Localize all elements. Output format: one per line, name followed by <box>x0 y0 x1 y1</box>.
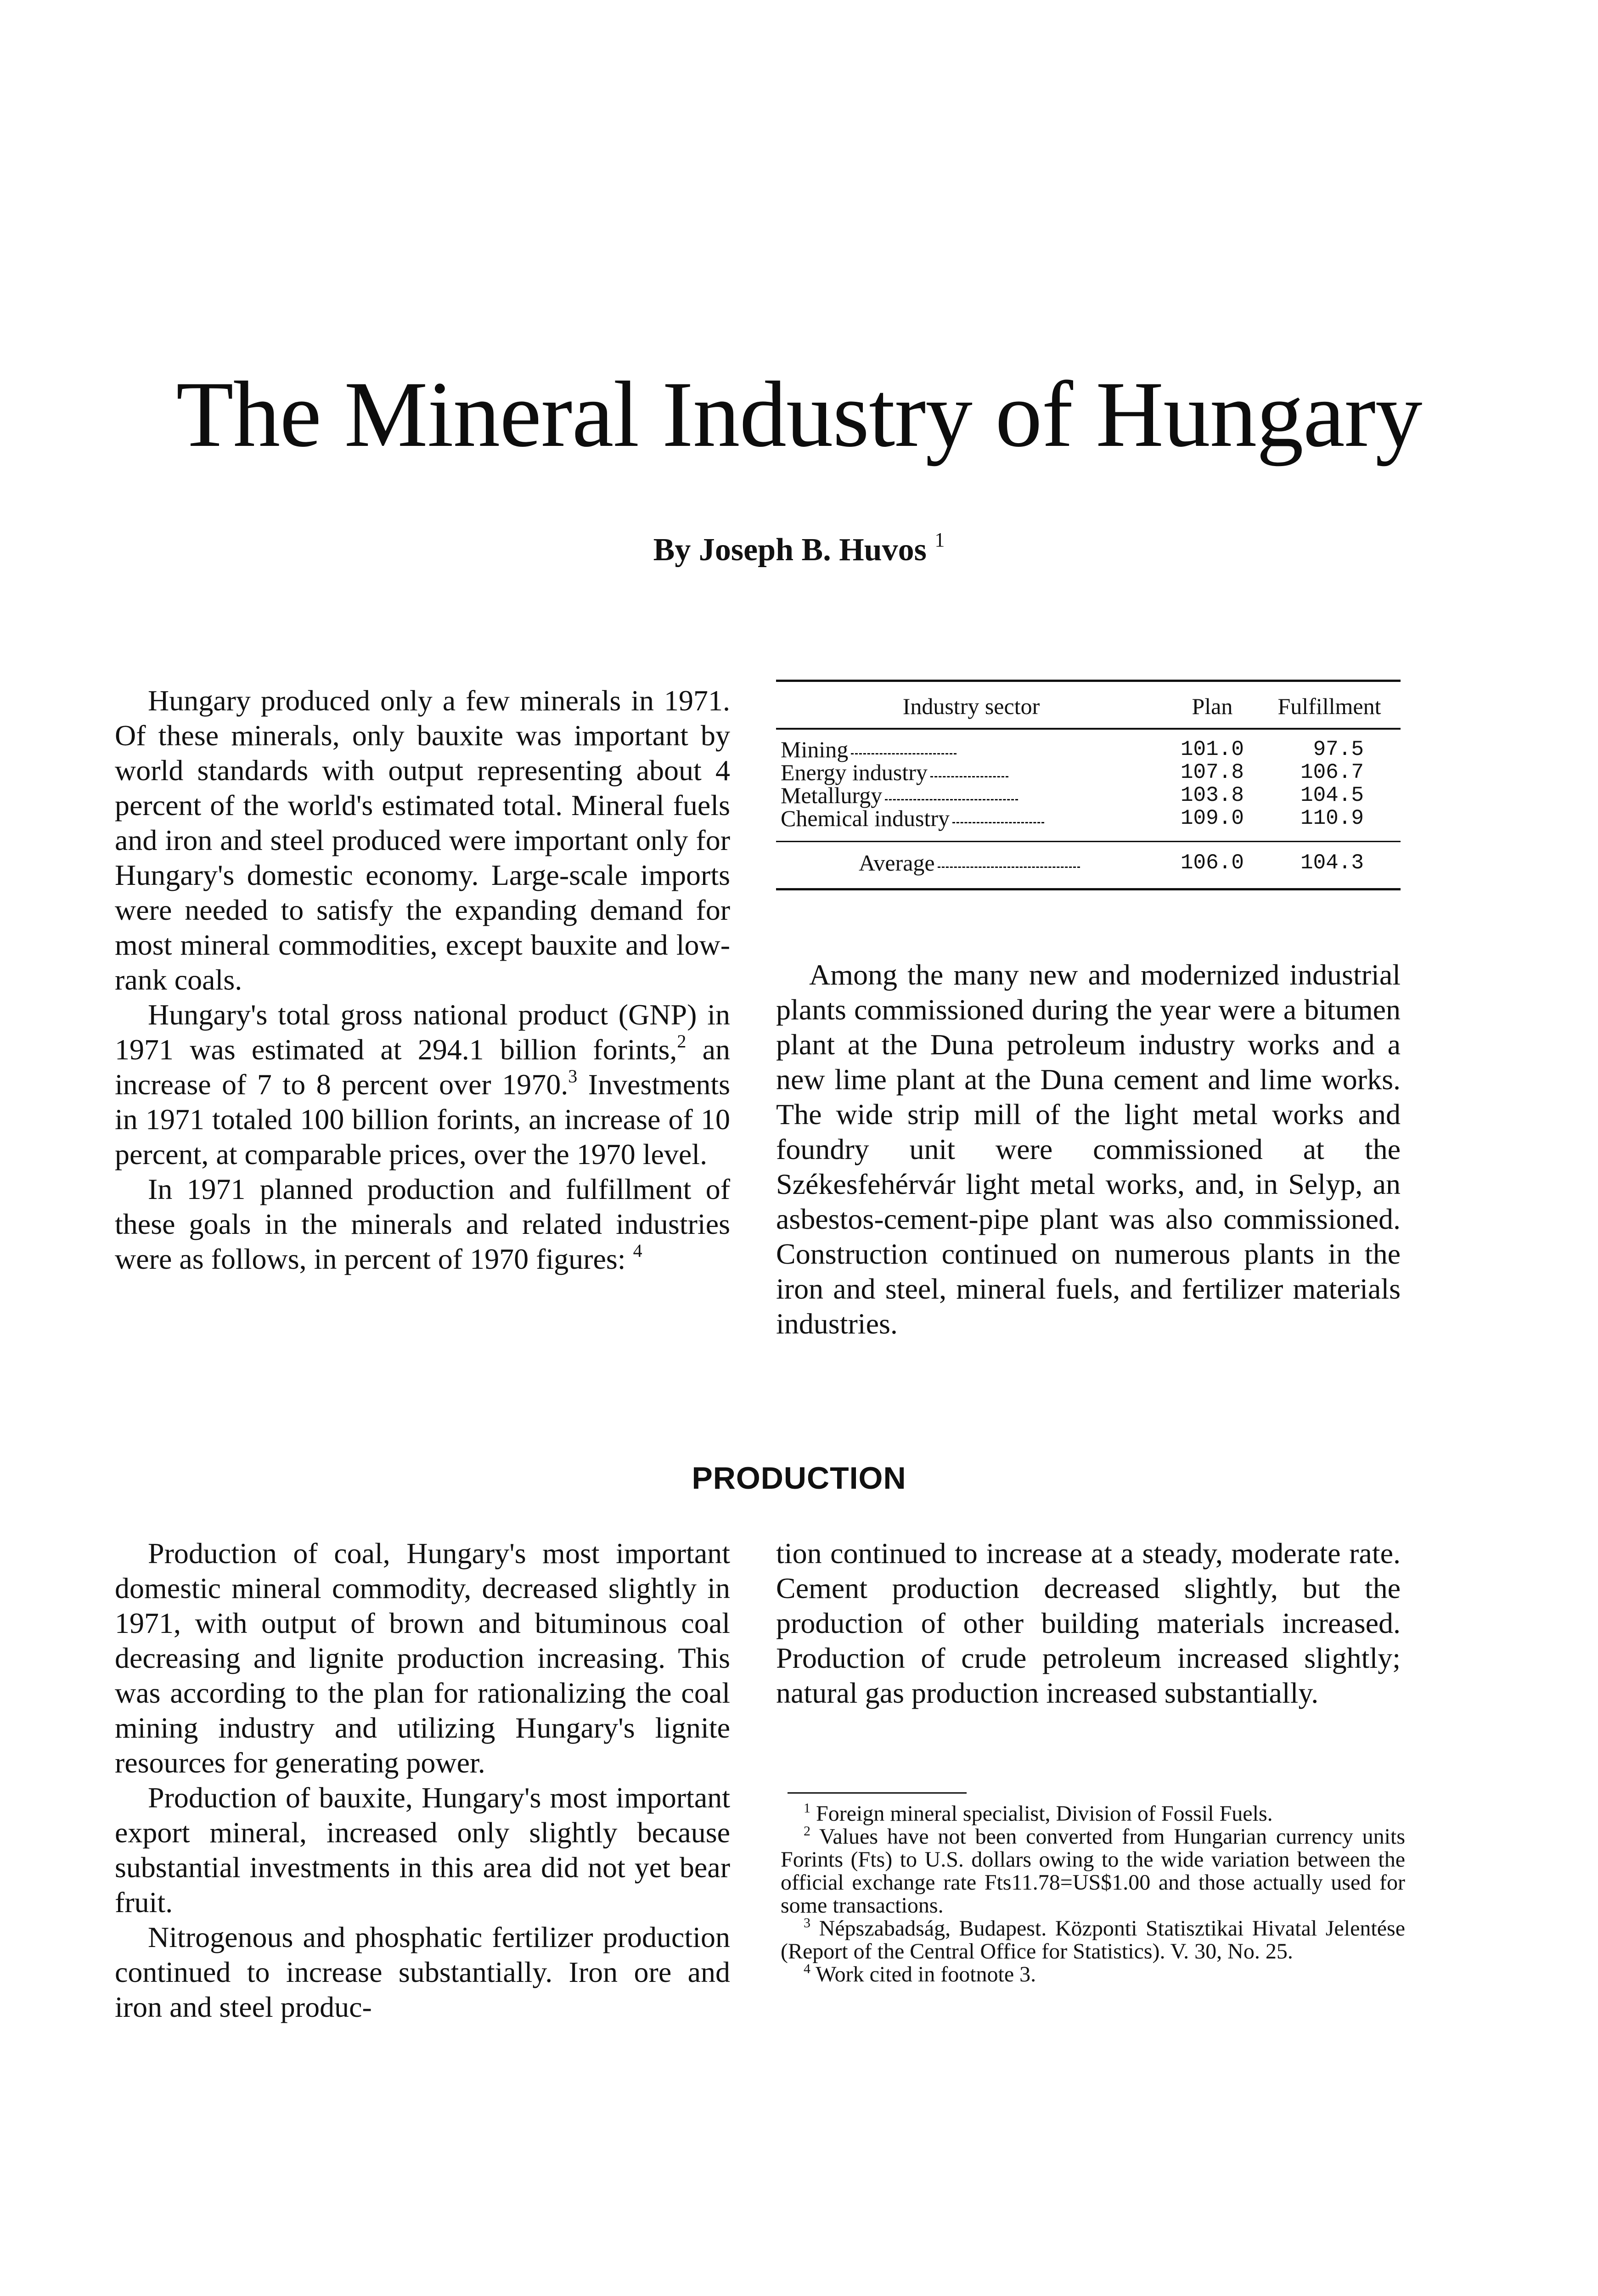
table-row <box>776 807 1401 842</box>
header-plan: Plan <box>1166 681 1258 729</box>
coal-paragraph: Production of coal, Hungary's most important domestic mineral commodity, decreased slightly in 1971, with output of brown and bituminous coal decreasing and lignite production increasing. This was according to the plan for rationalizing the coal mining industry and utilizing Hungary's lignite resources for generating power. <box>115 1537 730 1779</box>
bauxite-paragraph: Production of bauxite, Hungary's most important export mineral, increased only slightly because substantial investments in this area did not yet bear fruit. <box>115 1781 730 1919</box>
intro-paragraph: Hungary produced only a few minerals in 1971. Of these minerals, only bauxite was important by world standards with output representing about 4 percent of the world's estimated total. Mineral fuels and iron and steel produced were important only for Hungary's domestic economy. Large-scale imports were needed to satisfy the expanding demand for most mineral commodities, except bauxite and low-rank coals. <box>115 684 730 996</box>
footnote: $^1$ Foreign mineral specialist, Division of Fossil Fuels. <box>804 1801 1273 1826</box>
plants-paragraph: Among the many new and modernized industrial plants commissioned during the year were a bitumen plant at the Duna petroleum industry works and a new lime plant at the Duna cement and lime works. The wide strip mill of the light metal works and foundry unit were commissioned at the Székesfehérvár light metal works, and, in Selyp, an asbestos-cement-pipe plant was also commissioned. Construction continued on numerous plants in the iron and steel, mineral fuels, and fertilizer materials industries. <box>776 958 1401 1340</box>
table-header-row <box>776 681 1401 729</box>
footnote: $^2$ Values have not been converted from Hungarian currency units Forints (Fts) to U.S. dollars owing to the wide variation between the official exchange rate Fts11.78=US$1.00 and those actually used for some transactions. <box>781 1823 1406 1918</box>
average-fulfillment: 104.3 <box>1258 842 1401 889</box>
table-row <box>776 784 1401 807</box>
byline <box>0 528 1598 568</box>
footnote-ref: 2 <box>677 1031 686 1052</box>
gnp-paragraph: Hungary's total gross national product (GNP) in 1971 was estimated at 294.1 billion forints,$^2$ an increase of 7 to 8 percent over 1970.$^3$ Investments in 1971 totaled 100 billion forints, an increase of 10 percent, at comparable prices, over the 1970 level. <box>115 998 731 1171</box>
table-row <box>776 729 1401 761</box>
production-column-right <box>776 1536 1401 1711</box>
footnote-ref: 4 <box>633 1240 642 1261</box>
row-fulfillment: 110.9 <box>1300 806 1364 830</box>
footnote: $^3$ Népszabadság, Budapest. Központi Statisztikai Hivatal Jelentése (Report of the Central Office for Statistics). V. 30, No. 25. <box>781 1915 1405 1964</box>
row-plan: 107.8 <box>1180 760 1244 784</box>
average-label: Average <box>776 842 1166 889</box>
row-sector: Metallurgy <box>776 784 1166 807</box>
fertilizer-paragraph: Nitrogenous and phosphatic fertilizer production continued to increase substantially. Iron ore and iron and steel produc- <box>115 1921 730 2023</box>
footnote-rule <box>788 1792 967 1794</box>
production-continued-paragraph: tion continued to increase at a steady, moderate rate. Cement production decreased slightly, but the production of other building materials increased. Production of crude petroleum increased slightly; natural gas production increased substantially. <box>776 1537 1401 1709</box>
table-average-row <box>776 842 1401 889</box>
row-fulfillment: 104.5 <box>1300 783 1364 807</box>
row-sector: Energy industry <box>776 761 1166 784</box>
row-plan: 101.0 <box>1180 737 1244 761</box>
footnote-ref: 1 <box>934 529 945 551</box>
plan-fulfillment-table <box>776 680 1401 890</box>
row-plan: 103.8 <box>1180 783 1244 807</box>
footnote: $^4$ Work cited in footnote 3. <box>804 1961 1036 1986</box>
section-heading: PRODUCTION <box>692 1461 906 1496</box>
author-name: By Joseph B. Huvos <box>653 532 927 568</box>
page-title: The Mineral Industry of Hungary <box>176 362 1422 467</box>
plan-paragraph: In 1971 planned production and fulfillment of these goals in the minerals and related industries were as follows, in percent of 1970 figures: $^4$ <box>115 1173 730 1275</box>
row-sector: Mining <box>776 729 1166 761</box>
footnotes <box>781 1802 1405 1986</box>
table-row <box>776 761 1401 784</box>
intro-column <box>115 683 730 1277</box>
row-plan: 109.0 <box>1180 806 1244 830</box>
row-sector: Chemical industry <box>776 807 1166 842</box>
production-column-left <box>115 1536 730 2025</box>
row-fulfillment: 97.5 <box>1313 737 1364 761</box>
footnote-ref: 3 <box>568 1066 578 1086</box>
plants-column <box>776 957 1401 1341</box>
row-fulfillment: 106.7 <box>1300 760 1364 784</box>
average-plan: 106.0 <box>1166 842 1258 889</box>
header-sector: Industry sector <box>776 681 1166 729</box>
header-fulfillment: Fulfillment <box>1258 681 1401 729</box>
